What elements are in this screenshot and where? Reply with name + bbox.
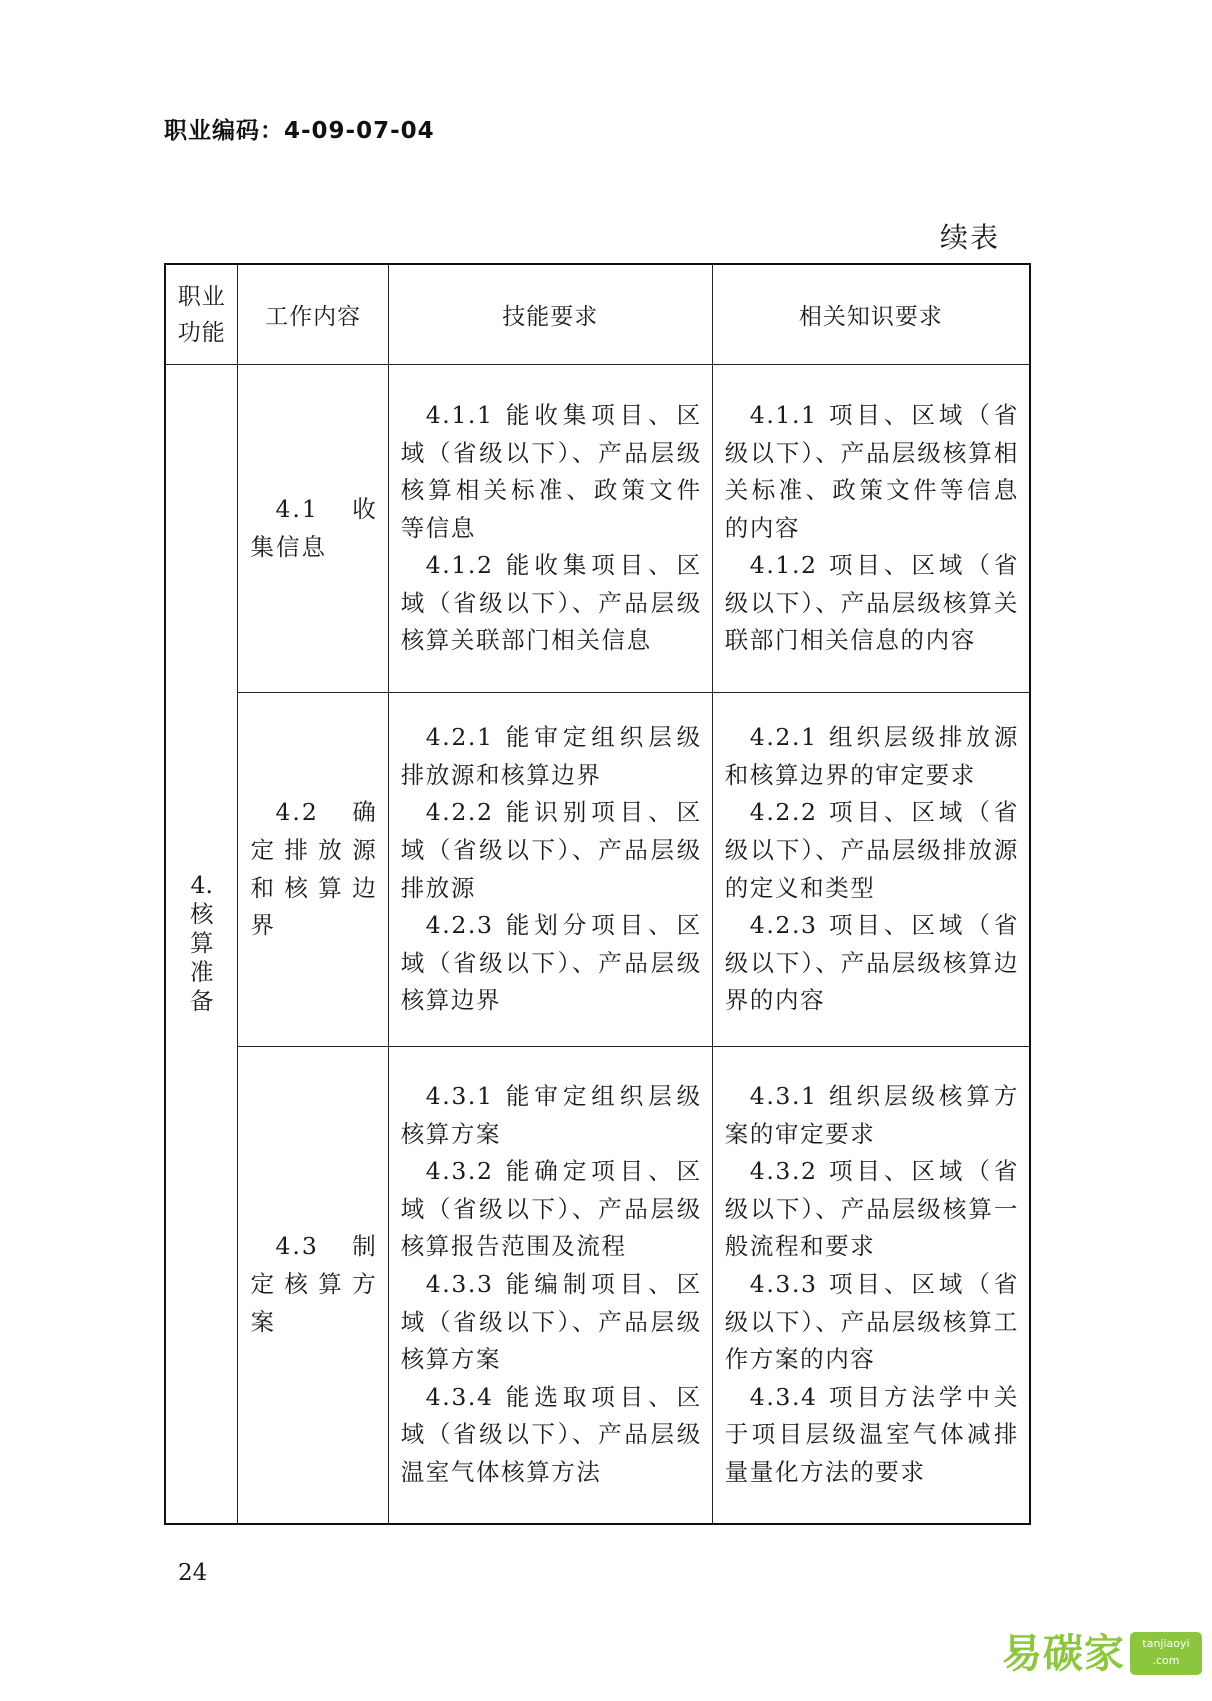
knowledge-item: 4.3.2 项目、区域（省级以下）、产品层级核算一般流程和要求 — [724, 1157, 1019, 1261]
skill-item: 4.1.2 能收集项目、区域（省级以下）、产品层级核算关联部门相关信息 — [400, 551, 702, 655]
skill-item: 4.3.3 能编制项目、区域（省级以下）、产品层级核算方案 — [400, 1269, 702, 1374]
watermark-logo — [1002, 1622, 1202, 1682]
knowledge-item: 4.3.4 项目方法学中关于项目层级温室气体减排量量化方法的要求 — [724, 1382, 1019, 1486]
table-row — [165, 365, 1030, 693]
skills-table — [164, 263, 1031, 1525]
watermark-domain-line2: .com — [1152, 1654, 1180, 1667]
header-function — [165, 264, 238, 365]
knowledge-item: 4.3.1 组织层级核算方案的审定要求 — [724, 1081, 1019, 1148]
skills-cell — [388, 693, 712, 1047]
skill-item: 4.3.1 能审定组织层级核算方案 — [400, 1081, 702, 1148]
occupation-code: 职业编码：4-09-07-04 — [164, 118, 435, 144]
header-work: 工作内容 — [238, 264, 388, 365]
page-number: 24 — [178, 1560, 208, 1586]
knowledge-cell — [712, 1047, 1030, 1524]
table-header-row — [165, 264, 1030, 365]
skill-item: 4.2.1 能审定组织层级排放源和核算边界 — [400, 723, 702, 789]
knowledge-cell — [712, 693, 1030, 1047]
header-knowledge: 相关知识要求 — [712, 264, 1030, 365]
skill-item: 4.2.2 能识别项目、区域（省级以下）、产品层级排放源 — [400, 798, 702, 902]
function-label — [189, 871, 215, 1016]
header-skills: 技能要求 — [388, 264, 712, 365]
function-char: 算 — [189, 929, 214, 958]
function-number: 4. — [190, 871, 213, 900]
work-content: 4.1 收集信息 — [250, 494, 378, 561]
knowledge-item: 4.1.1 项目、区域（省级以下）、产品层级核算相关标准、政策文件等信息的内容 — [724, 400, 1019, 542]
header-function-line2: 功能 — [177, 319, 226, 346]
function-char: 准 — [189, 958, 214, 987]
table-row — [165, 693, 1030, 1047]
skills-cell — [388, 365, 712, 693]
knowledge-item: 4.2.3 项目、区域（省级以下）、产品层级核算边界的内容 — [724, 911, 1019, 1015]
knowledge-item: 4.2.2 项目、区域（省级以下）、产品层级排放源的定义和类型 — [724, 798, 1019, 902]
table-row — [165, 1047, 1030, 1524]
watermark-domain-badge — [1130, 1632, 1202, 1675]
watermark-domain-line1: tanjiaoyi — [1142, 1637, 1190, 1650]
knowledge-item: 4.2.1 组织层级排放源和核算边界的审定要求 — [724, 723, 1019, 789]
knowledge-item: 4.3.3 项目、区域（省级以下）、产品层级核算工作方案的内容 — [724, 1269, 1019, 1374]
skill-item: 4.1.1 能收集项目、区域（省级以下）、产品层级核算相关标准、政策文件等信息 — [400, 400, 702, 542]
function-char: 核 — [189, 900, 214, 929]
work-cell — [238, 1047, 388, 1524]
watermark-brand: 易碳家 — [1002, 1631, 1125, 1677]
skill-item: 4.3.2 能确定项目、区域（省级以下）、产品层级核算报告范围及流程 — [400, 1157, 702, 1261]
work-content: 4.3 制定核算方案 — [250, 1232, 378, 1336]
knowledge-item: 4.1.2 项目、区域（省级以下）、产品层级核算关联部门相关信息的内容 — [724, 551, 1019, 655]
function-cell — [165, 365, 238, 1524]
header-function-line1: 职业 — [177, 283, 226, 310]
work-cell — [238, 365, 388, 693]
knowledge-cell — [712, 365, 1030, 693]
work-cell — [238, 693, 388, 1047]
skills-cell — [388, 1047, 712, 1524]
function-char: 备 — [189, 987, 214, 1016]
skill-item: 4.3.4 能选取项目、区域（省级以下）、产品层级温室气体核算方法 — [400, 1382, 702, 1486]
skill-item: 4.2.3 能划分项目、区域（省级以下）、产品层级核算边界 — [400, 911, 702, 1015]
table-continued-label: 续表 — [940, 221, 1001, 254]
work-content: 4.2 确定排放源和核算边界 — [250, 798, 378, 940]
